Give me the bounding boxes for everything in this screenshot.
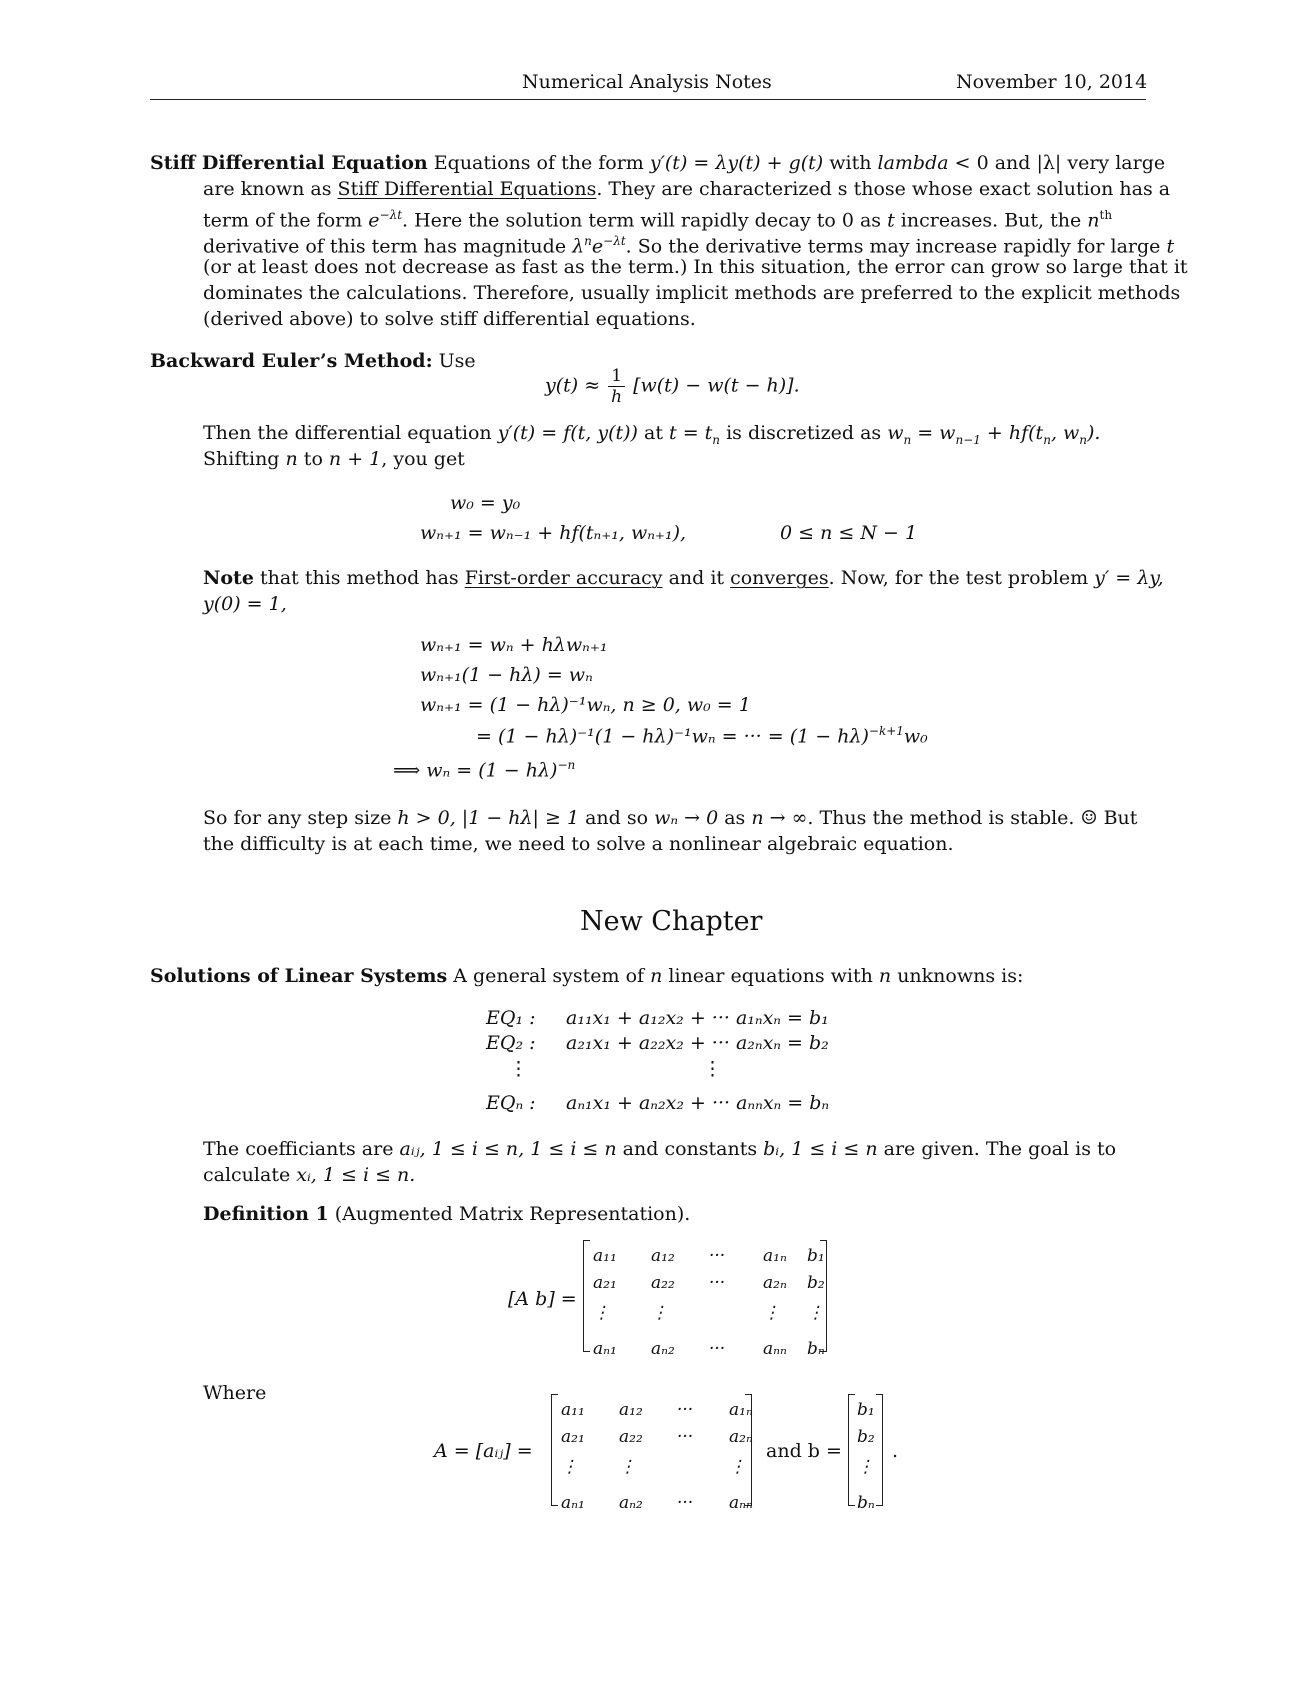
stiff-text: derivative of this term has magnitude [203,235,573,258]
linear-text: A general system of [447,965,651,987]
backward-system-line-2: wₙ₊₁ = wₙ₋₁ + hf(tₙ₊₁, wₙ₊₁), [420,522,687,544]
stiff-eq: e [368,209,380,232]
note-text: that this method has [253,567,465,589]
backward-eq: n + 1 [328,448,382,470]
fraction-numerator: 1 [608,366,625,387]
stiff-text: . Here the solution term will rapidly decay to 0 as [402,209,888,232]
coefficients-eq: bᵢ, 1 ≤ i ≤ n [763,1138,878,1160]
matrix-cell: ⋮ [651,1303,668,1323]
linear-eq: n [650,965,663,987]
note-eq-4-end: w₀ [903,725,928,748]
matrix-cell: a₁₂ [651,1246,675,1266]
stiff-text: with [823,152,878,174]
approx-fraction [608,366,625,407]
b-vector-left-bracket [848,1394,855,1506]
backward-text: , you get [381,448,465,470]
backward-use: Use [438,350,476,372]
stiff-text: < 0 and |λ| very large [948,152,1166,174]
eq2-body: a₂₁x₁ + a₂₂x₂ + ··· a₂ₙxₙ = b₂ [566,1032,829,1054]
stiff-line-2 [203,176,1170,203]
backward-eq: y′(t) = f(t, y(t)) [497,422,638,444]
matrix-cell: ⋮ [593,1303,610,1323]
stiff-eq-sup: −λt [379,208,403,222]
stiff-text: are known as [203,178,338,200]
eq1-body: a₁₁x₁ + a₁₂x₂ + ··· a₁ₙxₙ = b₁ [566,1007,829,1029]
matrix-cell: aₙ₂ [619,1493,643,1513]
matrix-cell: aₙₙ [729,1493,753,1513]
coefficients-text: The coefficiants are [203,1138,400,1160]
stability-text: and so [579,807,655,829]
matrix-cell: ··· [709,1339,726,1359]
note-line-1 [203,565,1164,592]
backward-line-2 [203,446,465,473]
note-eq-1: wₙ₊₁ = wₙ + hλwₙ₊₁ [420,634,608,656]
note-text: and it [662,567,731,589]
backward-text: Then the differential equation [203,422,498,444]
running-header-title: Numerical Analysis Notes [522,71,772,93]
stiff-eq: t [887,209,895,232]
stiff-text: . They are characterized s those whose exact solution has a [596,178,1171,200]
note-eq-5-main: wₙ = (1 − hλ) [426,759,558,782]
coefficients-text: calculate [203,1164,297,1186]
augmented-matrix-lhs: [A b] = [508,1288,577,1310]
definition-term: Definition 1 [203,1203,329,1225]
stiff-eq: t [1166,235,1175,258]
coefficients-line-1 [203,1136,1116,1163]
backward-system-line-1: w₀ = y₀ [450,492,521,514]
a-matrix-lhs: A = [aᵢⱼ] = [434,1440,533,1462]
stiff-line-1 [150,150,1165,177]
matrix-cell: a₂ₙ [729,1427,753,1447]
definition-title: (Augmented Matrix Representation). [328,1203,691,1225]
backward-text: to [297,448,329,470]
eq-vdots-label: ⋮ [509,1058,528,1080]
stiff-eq: λ [572,235,585,258]
eq-vdots-body: ⋮ [703,1058,722,1080]
backward-euler-heading [150,348,476,375]
matrix-cell: ··· [677,1493,694,1513]
backward-eq: w [887,422,904,444]
coefficients-line-2 [203,1162,415,1189]
matrix-cell: b₁ [807,1246,825,1266]
coefficients-eq: xᵢ, 1 ≤ i ≤ n. [296,1164,416,1186]
stiff-lambda: lambda [877,152,949,174]
a-matrix-left-bracket [551,1394,558,1506]
stiff-eq-sup: −λt [603,234,626,248]
matrix-cell: a₂₁ [561,1427,585,1447]
matrix-cell: aₙ₁ [561,1493,585,1513]
matrix-cell: ⋮ [619,1457,636,1477]
matrix-cell: a₁₁ [561,1400,585,1420]
linear-systems-term: Solutions of Linear Systems [150,965,448,987]
stiff-text: increases. But, the [894,209,1088,232]
augmented-matrix-left-bracket [583,1240,590,1352]
matrix-cell: ··· [677,1400,694,1420]
linear-eq: n [878,965,892,987]
backward-eq-sub: n [712,432,721,447]
backward-eq: ). [1087,422,1101,444]
eqn-label: EQₙ : [486,1092,536,1114]
backward-system-condition: 0 ≤ n ≤ N − 1 [780,522,918,544]
stiff-eq: e [591,235,604,258]
approx-rhs: [w(t) − w(t − h)]. [633,374,800,397]
matrix-cell: ··· [677,1427,694,1447]
running-header-date: November 10, 2014 [956,71,1148,93]
stiff-line-6: dominates the calculations. Therefore, usually implicit methods are preferred to the explicit methods [203,282,1181,304]
stiff-eq-sup: th [1099,208,1113,222]
approx-lhs: y(t) ≈ [545,374,601,397]
stability-line-2: the difficulty is at each time, we need to solve a nonlinear algebraic equation. [203,833,954,855]
header-rule [150,99,1146,100]
stability-eq: h > 0, |1 − hλ| ≥ 1 [397,807,580,829]
matrix-cell: aₙₙ [763,1339,787,1359]
stiff-term: Stiff Differential Equation [150,152,428,174]
chapter-title: New Chapter [580,906,763,937]
stiff-eq-sup: n [584,234,592,248]
stiff-text: term of the form [203,209,369,232]
stiff-text: Equations of the form [433,152,650,174]
eq1-label: EQ₁ : [486,1007,536,1029]
note-eq-4-sup: −k+1 [868,724,904,738]
backward-text: is discretized as [720,422,888,444]
stiff-ode-link[interactable]: Stiff Differential Equations [337,178,597,200]
stiff-text: . So the derivative terms may increase rapidly for large [625,235,1167,258]
note-eq-4-main: = (1 − hλ)⁻¹(1 − hλ)⁻¹wₙ = ··· = (1 − hλ) [476,725,869,748]
stiff-line-7: (derived above) to solve stiff differential equations. [203,308,696,330]
eq2-label: EQ₂ : [486,1032,536,1054]
backward-text: at [637,422,670,444]
matrix-cell: aₙ₁ [593,1339,617,1359]
backward-eq: , w [1050,422,1080,444]
where-label: Where [203,1382,267,1404]
stiff-eq: y′(t) = λy(t) + g(t) [649,152,824,174]
fraction-denominator: h [611,387,623,407]
linear-text: linear equations with [662,965,879,987]
note-text: . Now, for the test problem [828,567,1095,589]
matrix-cell: ··· [709,1273,726,1293]
first-order-accuracy-link[interactable]: First-order accuracy [464,567,663,589]
matrix-cell: a₂₁ [593,1273,617,1293]
matrix-cell: a₁₂ [619,1400,643,1420]
matrix-cell: a₂₂ [619,1427,643,1447]
note-eq-5 [393,758,575,781]
stiff-line-5: (or at least does not decrease as fast as the term.) In this situation, the error can grow so large that it [203,256,1188,278]
implies-arrow-icon: ⟹ [393,759,421,782]
matrix-cell: ⋮ [807,1303,824,1323]
linear-text: unknowns is: [891,965,1024,987]
note-eq-2: wₙ₊₁(1 − hλ) = wₙ [420,664,593,686]
backward-eq: n [285,448,298,470]
backward-line-1: Then the differential equation y′(t) = f(t, y(t)) at $t = t_n$ is discretized as $w_n = w_{n-1} + hf(t_n$, $w_n$). [203,422,1101,447]
stability-text: as [718,807,752,829]
matrix-cell: a₁ₙ [729,1400,753,1420]
note-eq: y′ = λy, [1094,567,1164,589]
backward-eq: t = t [669,422,713,444]
coefficients-text: and constants [616,1138,764,1160]
converges-link[interactable]: converges [730,567,829,589]
backward-eq: + hf(t [980,422,1044,444]
note-line-2: y(0) = 1, [203,593,287,615]
matrix-cell: ⋮ [857,1457,874,1477]
stability-eq: wₙ → 0 [654,807,719,829]
note-term: Note [203,567,254,589]
stability-text: So for any step size [203,807,398,829]
stiff-eq: n [1087,209,1100,232]
matrix-cell: a₁₁ [593,1246,617,1266]
stability-line-1 [203,805,1137,832]
coefficients-eq: aᵢⱼ, 1 ≤ i ≤ n, 1 ≤ i ≤ n [399,1138,617,1160]
backward-approx-equation [545,366,800,407]
backward-text: Shifting [203,448,286,470]
matrix-cell: bₙ [857,1493,875,1513]
linear-systems-line-1 [150,963,1023,990]
backward-eq: = w [911,422,956,444]
matrix-cell: a₂ₙ [763,1273,787,1293]
stability-eq: n → ∞ [751,807,808,829]
matrix-cell: b₂ [857,1427,875,1447]
matrix-cell: ⋮ [729,1457,746,1477]
coefficients-text: are given. The goal is to [877,1138,1117,1160]
matrix-cell: a₂₂ [651,1273,675,1293]
matrix-cell: ⋮ [763,1303,780,1323]
matrix-cell: b₁ [857,1400,875,1420]
note-eq-5-sup: −n [557,758,576,772]
matrix-cell: bₙ [807,1339,825,1359]
definition-heading [203,1201,690,1228]
note-eq-4 [476,724,928,747]
stability-text: . Thus the method is stable. ☺ But [807,807,1138,829]
note-eq-3: wₙ₊₁ = (1 − hλ)⁻¹wₙ, n ≥ 0, w₀ = 1 [420,694,751,716]
matrix-cell: a₁ₙ [763,1246,787,1266]
eqn-body: aₙ₁x₁ + aₙ₂x₂ + ··· aₙₙxₙ = bₙ [566,1092,830,1114]
matrix-cell: b₂ [807,1273,825,1293]
matrix-cell: ··· [709,1246,726,1266]
and-b-text: and b = [766,1440,842,1462]
matrix-cell: ⋮ [561,1457,578,1477]
b-vector-right-bracket [876,1394,883,1506]
and-b-label [766,1440,842,1462]
matrix-period: . [892,1440,899,1462]
matrix-cell: aₙ₂ [651,1339,675,1359]
backward-euler-term: Backward Euler’s Method: [150,350,433,372]
